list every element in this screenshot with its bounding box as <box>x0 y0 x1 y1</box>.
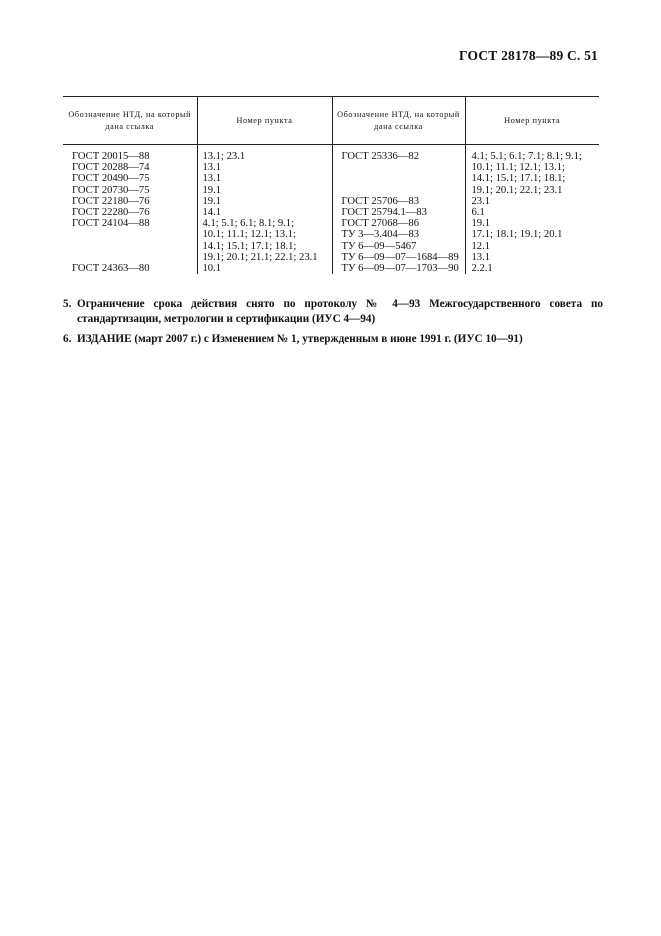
right-clause-cell <box>465 145 599 275</box>
clause-numbers: 19.1 <box>202 195 222 207</box>
clause-numbers: 14.1 <box>202 207 222 219</box>
document-designation: ТУ 6—09—5467 <box>341 240 417 252</box>
document-designation <box>342 185 465 196</box>
clause-numbers: 19.1; 20.1; 21.1; 22.1; 23.1 <box>202 251 318 263</box>
table-row <box>63 145 599 275</box>
references-table <box>63 96 599 274</box>
document-designation: ГОСТ 20730—75 <box>72 184 150 196</box>
clause-numbers: 2.2.1 <box>471 263 493 275</box>
clause-numbers: 17.1; 18.1; 19.1; 20.1 <box>471 229 563 241</box>
document-designation <box>72 241 197 252</box>
note-number: 5. <box>63 298 72 310</box>
clause-numbers: 13.1 <box>202 173 222 185</box>
document-designation: ТУ 6—09—07—1684—89 <box>341 251 459 263</box>
column-header-clause: Номер пункта <box>465 97 599 145</box>
clause-numbers: 4.1; 5.1; 6.1; 7.1; 8.1; 9.1; <box>471 151 582 162</box>
document-designation: ГОСТ 22280—76 <box>72 207 150 219</box>
document-designation <box>72 252 197 263</box>
document-designation: ГОСТ 20015—88 <box>72 151 150 162</box>
document-designation: ГОСТ 24363—80 <box>72 263 150 275</box>
clause-numbers: 6.1 <box>471 207 485 219</box>
left-clause-cell <box>197 145 332 275</box>
note-5 <box>63 297 603 326</box>
right-document-cell <box>332 145 465 275</box>
document-designation: ГОСТ 25794.1—83 <box>341 207 427 219</box>
document-designation <box>342 162 465 173</box>
clause-numbers: 19.1 <box>471 218 491 230</box>
left-document-cell <box>63 145 197 275</box>
document-designation <box>342 173 465 184</box>
clause-numbers: 10.1 <box>202 263 222 275</box>
document-designation: ТУ 3—3.404—83 <box>341 229 420 241</box>
note-6 <box>63 332 603 347</box>
clause-numbers: 14.1; 15.1; 17.1; 18.1; <box>202 240 297 252</box>
table-header-row <box>63 97 599 145</box>
column-header-document: Обозначение НТД, на который дана ссылка <box>68 109 192 131</box>
clause-numbers: 19.1; 20.1; 22.1; 23.1 <box>471 184 563 196</box>
note-text: Ограничение срока действия снято по протоколу № 4—93 Межгосударственного совета по стандартизации, метрологии и сертификации (ИУС 4—94) <box>77 298 603 325</box>
clause-numbers: 19.1 <box>202 184 222 196</box>
clause-numbers: 4.1; 5.1; 6.1; 8.1; 9.1; <box>202 218 295 230</box>
document-designation <box>72 229 197 240</box>
document-designation: ГОСТ 22180—76 <box>72 195 150 207</box>
column-header-clause: Номер пункта <box>197 97 332 145</box>
document-designation: ГОСТ 25706—83 <box>341 195 419 207</box>
clause-numbers: 13.1; 23.1 <box>202 151 246 162</box>
column-header-document: Обозначение НТД, на который дана ссылка <box>332 97 465 145</box>
document-designation: ГОСТ 24104—88 <box>72 218 150 230</box>
note-text: ИЗДАНИЕ (март 2007 г.) с Изменением № 1, утвержденным в июне 1991 г. (ИУС 10—91) <box>77 333 523 345</box>
note-number: 6. <box>63 333 72 345</box>
document-designation: ГОСТ 20490—75 <box>72 173 150 185</box>
clause-numbers: 13.1 <box>202 162 222 174</box>
clause-numbers: 10.1; 11.1; 12.1; 13.1; <box>471 162 565 174</box>
document-designation: ГОСТ 20288—74 <box>72 162 150 174</box>
clause-numbers: 12.1 <box>471 240 491 252</box>
clause-numbers: 14.1; 15.1; 17.1; 18.1; <box>471 173 566 185</box>
page-header: ГОСТ 28178—89 С. 51 <box>459 48 598 63</box>
clause-numbers: 10.1; 11.1; 12.1; 13.1; <box>202 229 296 241</box>
document-designation: ГОСТ 27068—86 <box>341 218 419 230</box>
clause-numbers: 13.1 <box>471 251 491 263</box>
document-designation: ГОСТ 25336—82 <box>341 151 419 162</box>
document-designation: ТУ 6—09—07—1703—90 <box>341 263 459 275</box>
clause-numbers: 23.1 <box>471 195 491 207</box>
